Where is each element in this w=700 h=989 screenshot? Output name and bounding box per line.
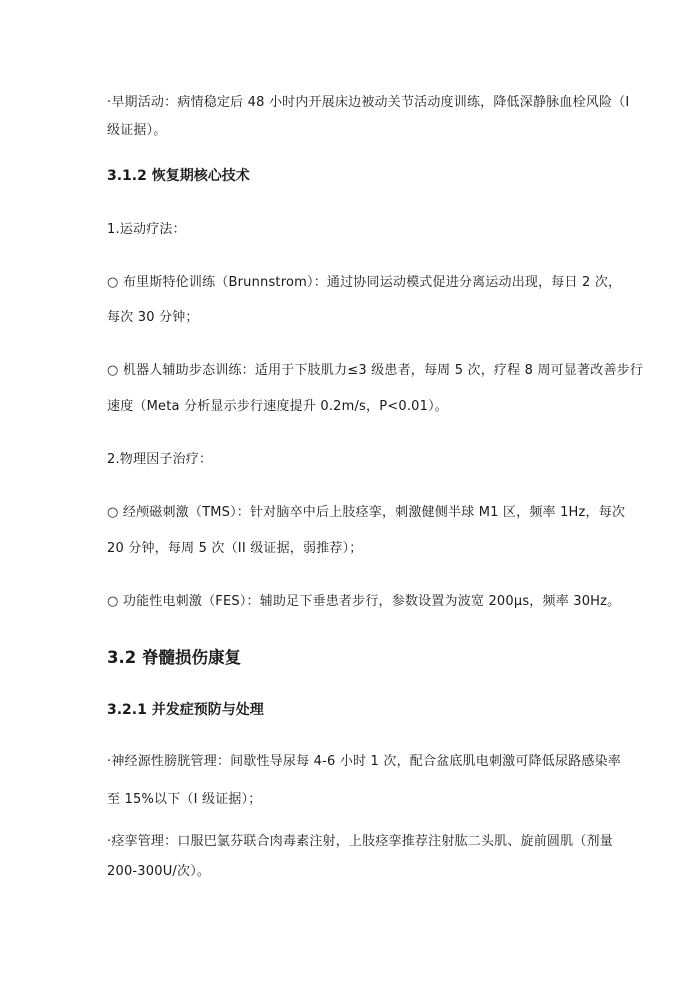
motor-therapy-label: 1.运动疗法： (107, 222, 186, 237)
physical-therapy-label: 2.物理因子治疗： (107, 452, 213, 467)
brunnstrom-line-1: ○ 布里斯特伦训练（Brunnstrom）：通过协同运动模式促进分离运动出现，每日 2 次， (107, 275, 622, 290)
robot-gait-line-1: ○ 机器人辅助步态训练：适用于下肢肌力≤3 级患者，每周 5 次，疗程 8 周可显著改善步行 (107, 363, 644, 378)
bladder-line-2: 至 15%以下（I 级证据）； (107, 792, 262, 807)
fes-line: ○ 功能性电刺激（FES）：辅助足下垂患者步行，参数设置为波宽 200μs，频率 30Hz。 (107, 594, 621, 609)
robot-gait-line-2: 速度（Meta 分析显示步行速度提升 0.2m/s，P<0.01）。 (107, 399, 449, 414)
bladder-line-1: ·神经源性膀胱管理：间歇性导尿每 4-6 小时 1 次，配合盆底肌电刺激可降低尿路感染率 (107, 754, 621, 769)
early-activity-line-1: ·早期活动：病情稳定后 48 小时内开展床边被动关节活动度训练，降低深静脉血栓风险（I (107, 95, 630, 110)
tms-line-2: 20 分钟，每周 5 次（II 级证据，弱推荐）； (107, 541, 363, 556)
tms-line-1: ○ 经颅磁刺激（TMS）：针对脑卒中后上肢痉挛，刺激健侧半球 M1 区，频率 1Hz，每次 (107, 505, 626, 520)
spasticity-line-1: ·痉挛管理：口服巴氯芬联合肉毒素注射，上肢痉挛推荐注射肱二头肌、旋前圆肌（剂量 (107, 834, 613, 849)
brunnstrom-line-2: 每次 30 分钟； (107, 310, 199, 325)
heading-3-2: 3.2 脊髓损伤康复 (107, 648, 241, 667)
early-activity-line-2: 级证据）。 (107, 123, 167, 138)
heading-3-2-1: 3.2.1 并发症预防与处理 (107, 702, 264, 718)
spasticity-line-2: 200-300U/次）。 (107, 864, 211, 879)
heading-3-1-2: 3.1.2 恢复期核心技术 (107, 168, 250, 184)
